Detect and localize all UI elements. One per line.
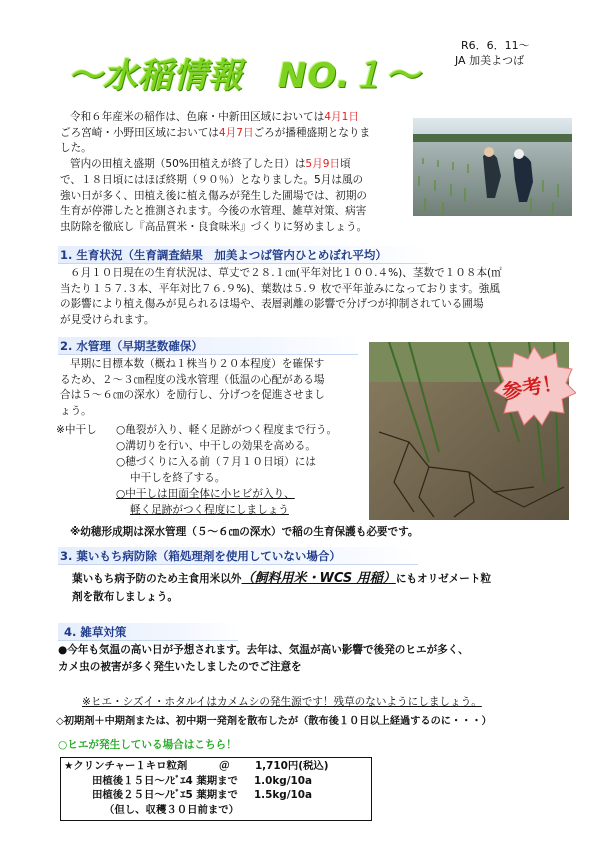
product-details: ★クリンチャー１キロ粒剤 ＠ 1,710円(税込) 田植後１５日～ﾉﾋﾞｴ4 葉期まで 1.0kg/10a 田植後２５日～ﾉﾋﾞｴ5 葉期まで 1.5kg/10a （但し、収穫３０日前まで） bbox=[64, 760, 329, 816]
intro-paragraph-2: 管内の田植え盛期（50%田植えが終了した日）は5月9日頃 bbox=[70, 158, 351, 170]
page-title: ～水稲情報 NO.１～ bbox=[68, 56, 421, 96]
section4-warning: ※ヒエ・シズイ・ホタルイはカメムシの発生源です！残草のないようにしましょう。 bbox=[82, 696, 482, 708]
intro-paragraph: 令和６年産米の稲作は、色麻・中新田区域においては4月1日 ごろ宮崎・小野田区域においては4月7日ごろが播種盛期となりま した。 bbox=[60, 111, 371, 155]
nakaboshi-label: ※中干し bbox=[56, 424, 97, 436]
issue-info bbox=[455, 38, 530, 68]
product-name: ★クリンチャー１キロ粒剤 bbox=[64, 760, 188, 772]
section1-body: ６月１０日現在の生育状況は、草丈で２８.１㎝(平年対比１００.４%)、茎数で１０８本(㎡ 当たり１５７.３本、平年対比７６.９%)、葉数は５.９ 枚で平年並みになっております。強風 の影響により植え傷みが見られるほ場や、表層剥離の影響で分げつが抑制されている圃場 が見受けられます。 bbox=[60, 267, 502, 326]
list-item: ○亀裂が入り、軽く足跡がつく程度まで行う。 bbox=[116, 424, 338, 436]
nakaboshi-list bbox=[116, 422, 376, 518]
section2-body: 早期に目標本数（概ね１株当り２０本程度）を確保す るため、２～３㎝程度の浅水管理（低温の心配がある場 合は５～６㎝の深水）を励行し、分げつを促進させまし ょう。 bbox=[60, 358, 325, 417]
list-item: ○中干しは田面全体に小ヒビが入り、 bbox=[116, 488, 295, 500]
section3-body: 葉いもち病予防のため主食用米以外（飼料用米・WCS 用稲）にもオリゼメート粒 剤を散布しましょう。 bbox=[72, 571, 492, 603]
section4-condition: ◇初期剤＋中期剤または、初中期一発剤を散布したが（散布後１０日以上経過するのに・・・） bbox=[56, 716, 492, 727]
rice-field-photo bbox=[413, 118, 572, 216]
reference-badge bbox=[492, 345, 576, 429]
product-price: 1,710円(税込) bbox=[254, 760, 329, 772]
section2-note: ※幼穂形成期は深水管理（５～６㎝の深水）で稲の生育保護も必要です。 bbox=[70, 526, 419, 538]
issuer-name: JA 加美よつば bbox=[455, 54, 525, 67]
list-item: ○溝切りを行い、中干しの効果を高める。 bbox=[116, 440, 316, 452]
section4-hie-note: ○ヒエが発生している場合はこちら！ bbox=[58, 739, 237, 751]
list-item: 軽く足跡がつく程度にしましょう bbox=[130, 504, 289, 516]
list-item: ○穂づくりに入る前（７月１０日頃）には bbox=[116, 456, 316, 468]
section4-heading: 4. 雑草対策 bbox=[64, 625, 127, 639]
intro-paragraph-3: で、１８日頃にはほぼ終期（９０％）となりました。5月は風の 強い日が多く、田植え後に植え傷みが発生した圃場では、初期の 生育が停滞したと推測されます。今後の水管理、雑草対策、病害 虫防除を徹底し『高品質米・良食味米』づくりに努めましょう。 bbox=[60, 174, 368, 233]
badge-text: 参考！ bbox=[500, 369, 564, 405]
issue-date: R6．6．11～ bbox=[461, 39, 530, 52]
section4-body: ●今年も気温の高い日が予想されます。去年は、気温が高い影響で後発のヒエが多く、 カメ虫の被害が多く発生いたしましたのでご注意を bbox=[58, 644, 469, 673]
section3-heading: 3. 葉いもち病防除（箱処理剤を使用していない場合） bbox=[60, 549, 341, 563]
section1-heading: 1. 生育状況（生育調査結果 加美よつば管内ひとめぼれ平均） bbox=[60, 248, 387, 262]
list-item: 中干しを終了する。 bbox=[130, 472, 226, 484]
section2-heading: 2. 水管理（早期茎数確保） bbox=[60, 339, 203, 353]
